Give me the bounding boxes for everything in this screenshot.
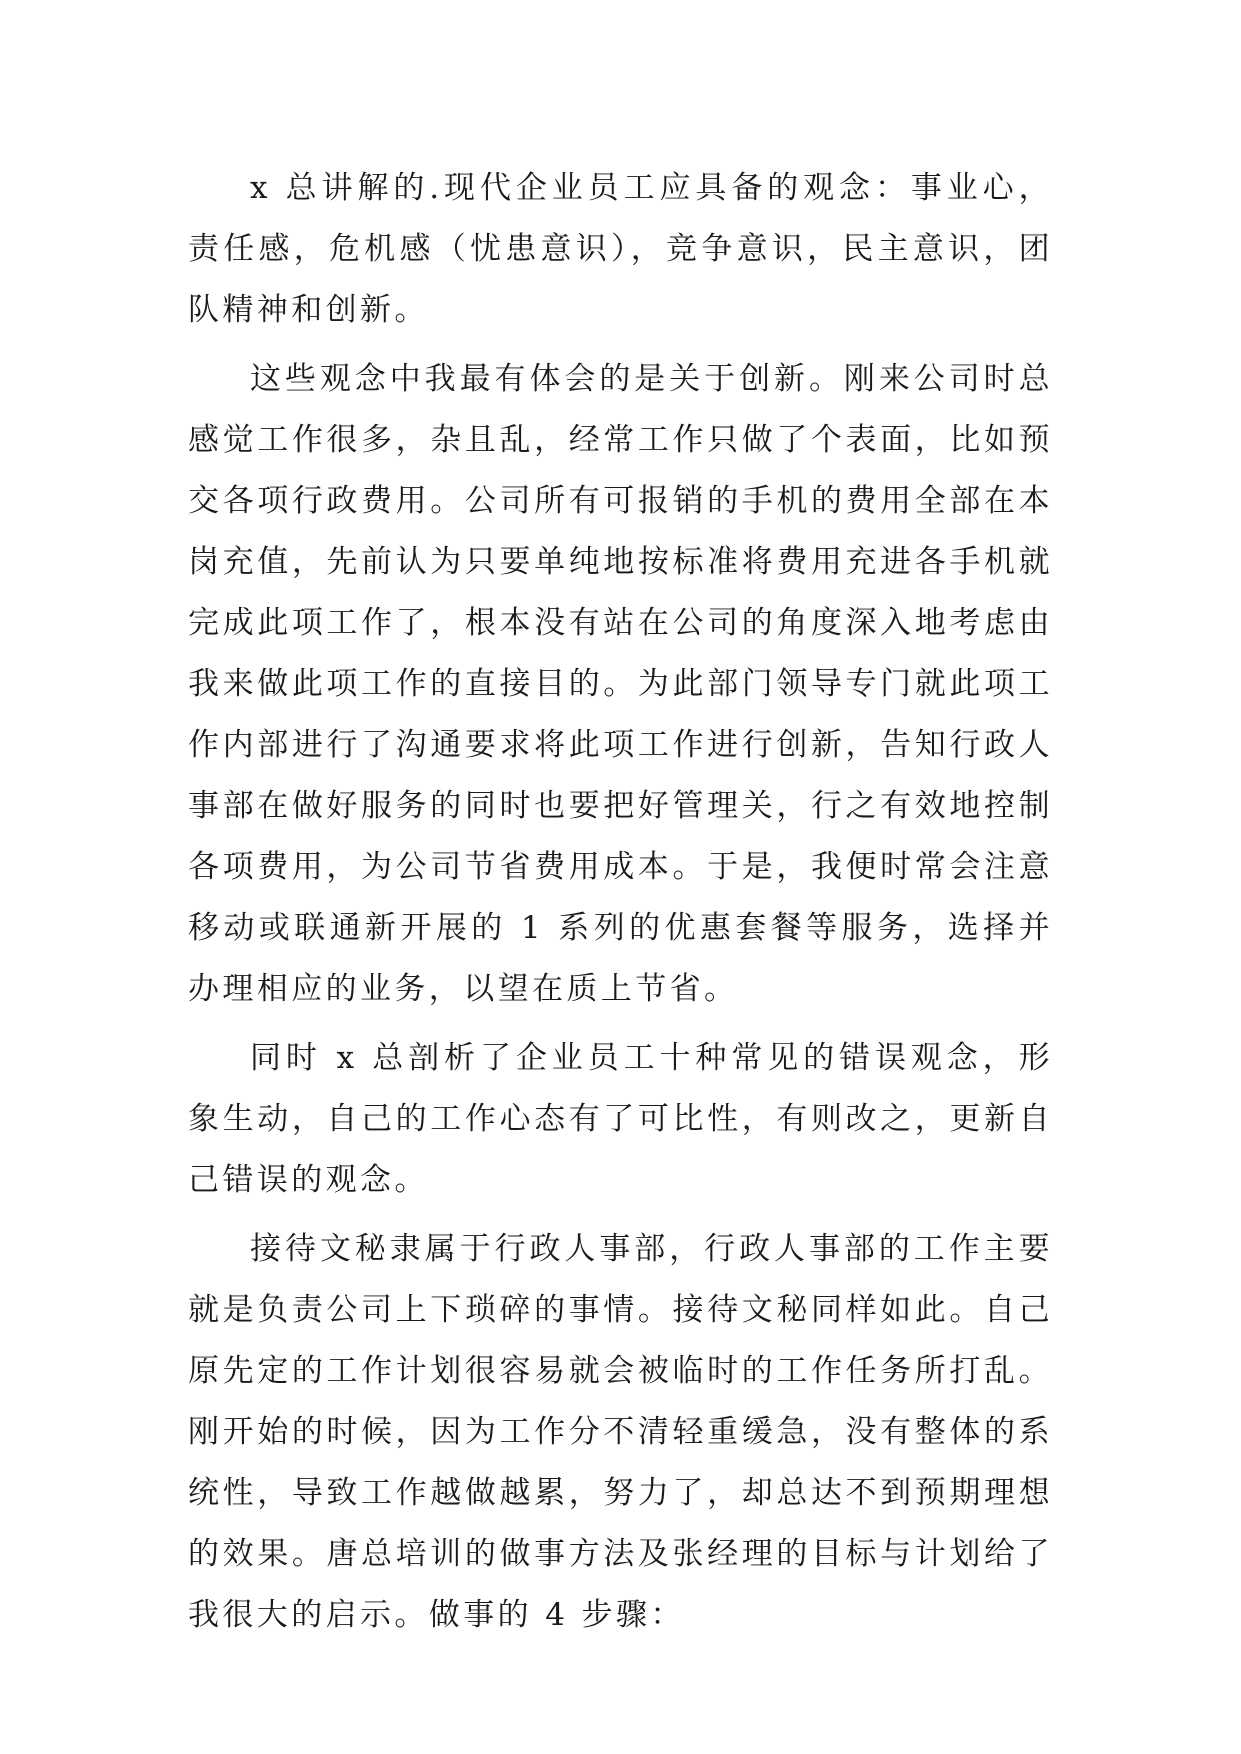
paragraph-1: x 总讲解的.现代企业员工应具备的观念：事业心，责任感，危机感（忧患意识），竞争意识，民主意识，团队精神和创新。 [188, 170, 1053, 328]
paragraph-4: 接待文秘隶属于行政人事部，行政人事部的工作主要就是负责公司上下琐碎的事情。接待文秘同样如此。自己原先定的工作计划很容易就会被临时的工作任务所打乱。刚开始的时候，因为工作分不清轻重缓急，没有整体的系统性，导致工作越做越累，努力了，却总达不到预期理想的效果。唐总培训的做事方法及张经理的目标与计划给了我很大的启示。做事的 4 步骤： [188, 1231, 1053, 1633]
paragraph-2: 这些观念中我最有体会的是关于创新。刚来公司时总感觉工作很多，杂且乱，经常工作只做了个表面，比如预交各项行政费用。公司所有可报销的手机的费用全部在本岗充值，先前认为只要单纯地按标准将费用充进各手机就完成此项工作了，根本没有站在公司的角度深入地考虑由我来做此项工作的直接目的。为此部门领导专门就此项工作内部进行了沟通要求将此项工作进行创新，告知行政人事部在做好服务的同时也要把好管理关，行之有效地控制各项费用，为公司节省费用成本。于是，我便时常会注意移动或联通新开展的 1 系列的优惠套餐等服务，选择并办理相应的业务，以望在质上节省。 [188, 361, 1053, 1007]
document-body [188, 158, 1053, 1654]
paragraph-3: 同时 x 总剖析了企业员工十种常见的错误观念，形象生动，自己的工作心态有了可比性，有则改之，更新自己错误的观念。 [188, 1040, 1053, 1198]
